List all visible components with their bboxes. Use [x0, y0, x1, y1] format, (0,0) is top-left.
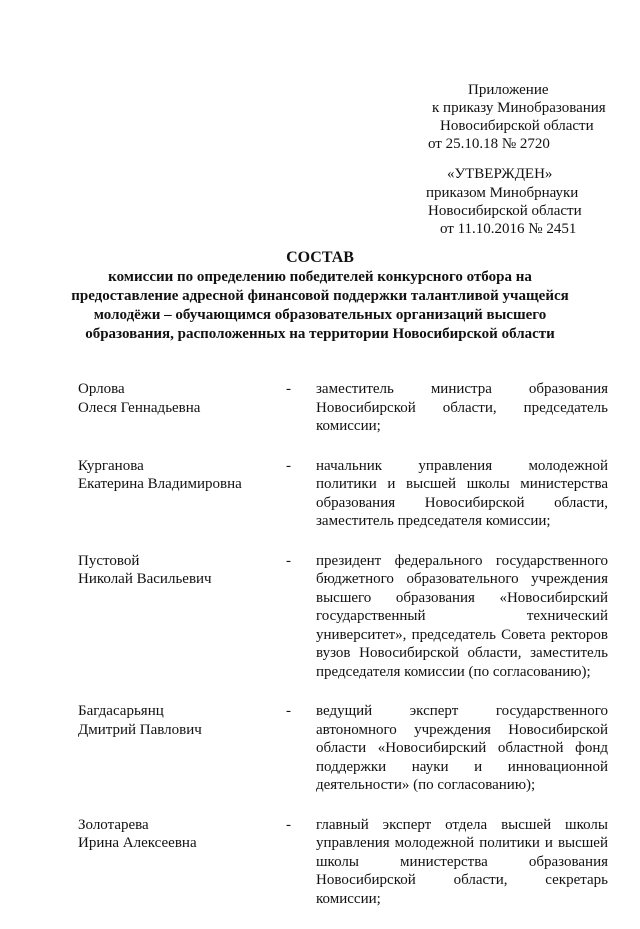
role-line: деятельности» (по согласованию);	[316, 777, 536, 793]
member-given-name: Ирина Алексеевна	[78, 835, 197, 851]
member-surname: Золотарева	[78, 816, 149, 833]
appendix-line-2: к приказу Минобразования	[432, 100, 606, 116]
member-surname: Орлова	[78, 381, 125, 397]
role-line: заместитель председателя комиссии;	[316, 513, 551, 529]
member-given-name: Екатерина Владимировна	[78, 476, 242, 492]
member-role	[316, 457, 608, 531]
member-surname: Пустовой	[78, 552, 140, 569]
appendix-line-3: Новосибирской области	[440, 118, 594, 134]
appendix-line-1: Приложение	[468, 82, 549, 98]
role-line: главный эксперт отдела высшей школы	[316, 816, 608, 833]
role-line: бюджетного образовательного учреждения	[316, 571, 608, 587]
member-dash: -	[286, 381, 291, 397]
role-line: университет», председатель Совета ректоров	[316, 626, 608, 643]
role-line: политики и высшей школы министерства	[316, 476, 608, 492]
approval-line-2: приказом Минобрнауки	[426, 185, 579, 201]
member-dash: -	[286, 816, 291, 833]
role-line: Новосибирской области, председатель	[316, 399, 608, 416]
role-line: комиссии;	[316, 890, 381, 907]
member-surname: Курганова	[78, 457, 144, 474]
member-name	[78, 816, 278, 853]
member-entry	[78, 380, 608, 436]
member-name	[78, 380, 278, 417]
document-heading	[20, 249, 620, 344]
appendix-line-4: от 25.10.18 № 2720	[428, 136, 550, 152]
role-line: заместитель министра образования	[316, 381, 608, 397]
role-line: управления молодежной политики и высшей	[316, 835, 608, 851]
member-dash: -	[286, 552, 291, 569]
commission-members-list	[78, 380, 608, 929]
member-entry	[78, 816, 608, 909]
heading-subtitle-3: молодёжи – обучающимся образовательных организаций высшего	[93, 306, 547, 323]
member-given-name: Николай Васильевич	[78, 571, 212, 587]
member-given-name: Дмитрий Павлович	[78, 721, 202, 738]
member-entry	[78, 457, 608, 531]
member-dash: -	[286, 703, 291, 719]
role-line: образования Новосибирской области,	[316, 494, 608, 511]
role-line: комиссии;	[316, 418, 381, 434]
role-line: ведущий эксперт государственного	[316, 703, 608, 719]
heading-title: СОСТАВ	[286, 249, 354, 266]
role-line: автономного учреждения Новосибирской	[316, 721, 608, 738]
member-role	[316, 380, 608, 436]
member-dash: -	[286, 457, 291, 474]
heading-subtitle-2: предоставление адресной финансовой поддержки талантливой учащейся	[71, 287, 569, 304]
member-entry	[78, 702, 608, 795]
role-line: области «Новосибирский областной фонд	[316, 740, 608, 756]
role-line: начальник управления молодежной	[316, 457, 608, 474]
member-name	[78, 702, 278, 739]
member-given-name: Олеся Геннадьевна	[78, 399, 201, 416]
member-role	[316, 552, 608, 682]
role-line: Новосибирской области, секретарь	[316, 872, 608, 888]
member-name	[78, 552, 278, 589]
approval-line-4: от 11.10.2016 № 2451	[440, 221, 577, 237]
role-line: поддержки науки и инновационной	[316, 758, 608, 775]
member-role	[316, 816, 608, 909]
member-name	[78, 457, 278, 494]
role-line: председателя комиссии (по согласованию);	[316, 663, 591, 680]
role-line: государственный технический	[316, 608, 608, 624]
heading-subtitle-4: образования, расположенных на территории Новосибирской области	[85, 325, 555, 342]
member-entry	[78, 552, 608, 682]
heading-subtitle-1: комиссии по определению победителей конкурсного отбора на	[108, 268, 532, 285]
role-line: высшего образования «Новосибирский	[316, 589, 608, 606]
role-line: школы министерства образования	[316, 853, 608, 870]
member-role	[316, 702, 608, 795]
role-line: президент федерального государственного	[316, 552, 608, 569]
approval-line-1: «УТВЕРЖДЕН»	[447, 166, 553, 182]
member-surname: Багдасарьянц	[78, 703, 164, 719]
approval-line-3: Новосибирской области	[428, 203, 582, 219]
role-line: вузов Новосибирской области, заместитель	[316, 645, 608, 661]
